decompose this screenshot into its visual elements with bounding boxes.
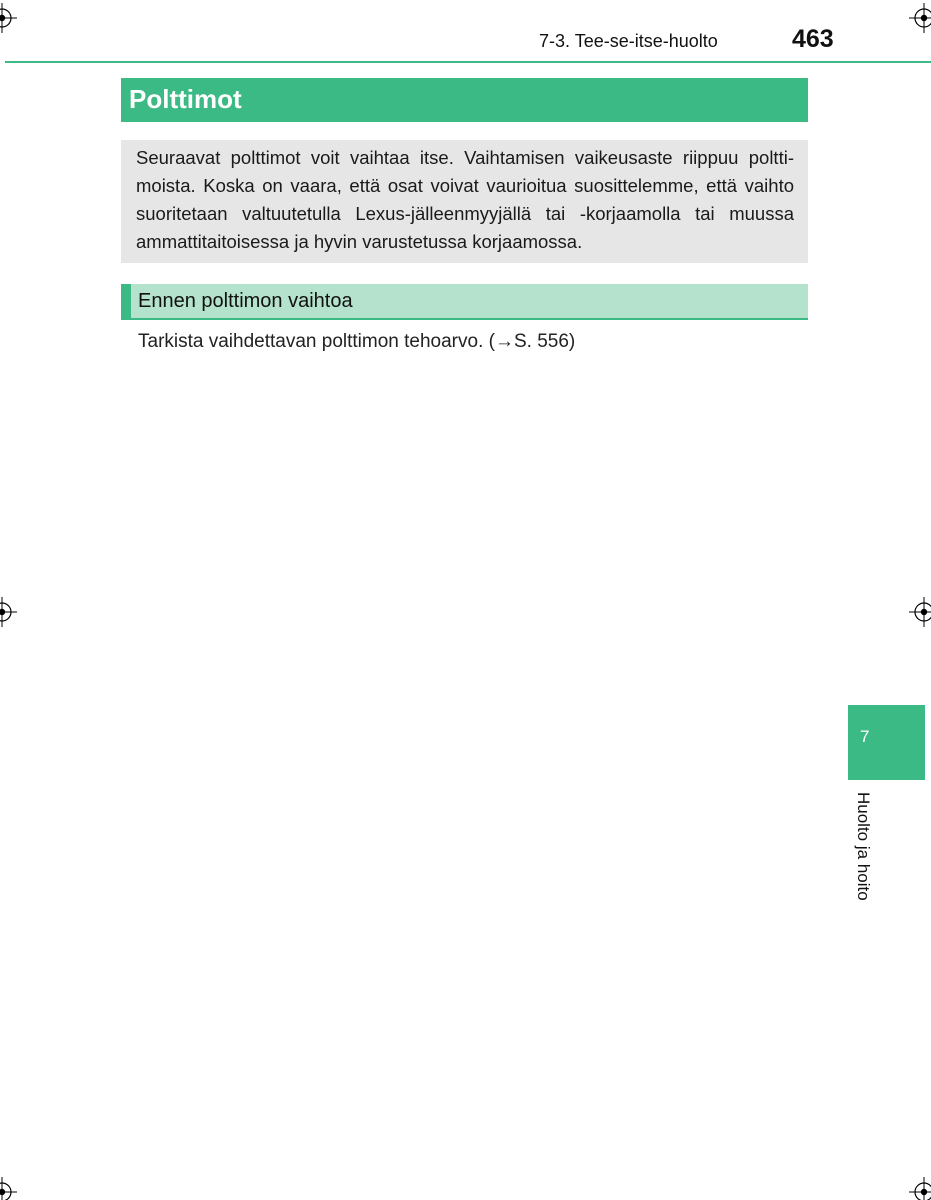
- chapter-label: Huolto ja hoito: [854, 792, 873, 901]
- subheading: Ennen polttimon vaihtoa: [138, 290, 353, 312]
- title-bar: [121, 78, 808, 122]
- registration-mark-middle-left: [0, 597, 17, 627]
- page-number: 463: [792, 25, 834, 53]
- registration-mark-middle-right: [909, 597, 931, 627]
- intro-note-box: [121, 140, 808, 263]
- header-rule: [5, 61, 931, 63]
- intro-line: Seuraavat polttimot voit vaihtaa itse. Vaihtamisen vaikeusaste riippuu poltti-: [136, 147, 794, 168]
- registration-mark-bottom-right: [909, 1177, 931, 1200]
- running-header-section: 7-3. Tee-se-itse-huolto: [539, 31, 718, 51]
- body-paragraph: Tarkista vaihdettavan polttimon tehoarvo. (→S. 556): [138, 331, 576, 352]
- page-title: Polttimot: [129, 84, 242, 114]
- subheading-bar: [121, 284, 808, 320]
- registration-mark-bottom-left: [0, 1177, 17, 1200]
- subheading-accent-bar: [121, 284, 131, 318]
- chapter-tab: [848, 705, 925, 780]
- registration-mark-top-right: [909, 3, 931, 33]
- chapter-number: 7: [860, 727, 870, 746]
- intro-line: moista. Koska on vaara, että osat voivat vaurioitua suosittelemme, että vaihto: [136, 175, 794, 196]
- intro-line: ammattitaitoisessa ja hyvin varustetussa korjaamossa.: [136, 231, 583, 252]
- intro-line: suoritetaan valtuutetulla Lexus-jälleenmyyjällä tai -korjaamolla tai muussa: [136, 203, 794, 224]
- registration-mark-top-left: [0, 3, 17, 33]
